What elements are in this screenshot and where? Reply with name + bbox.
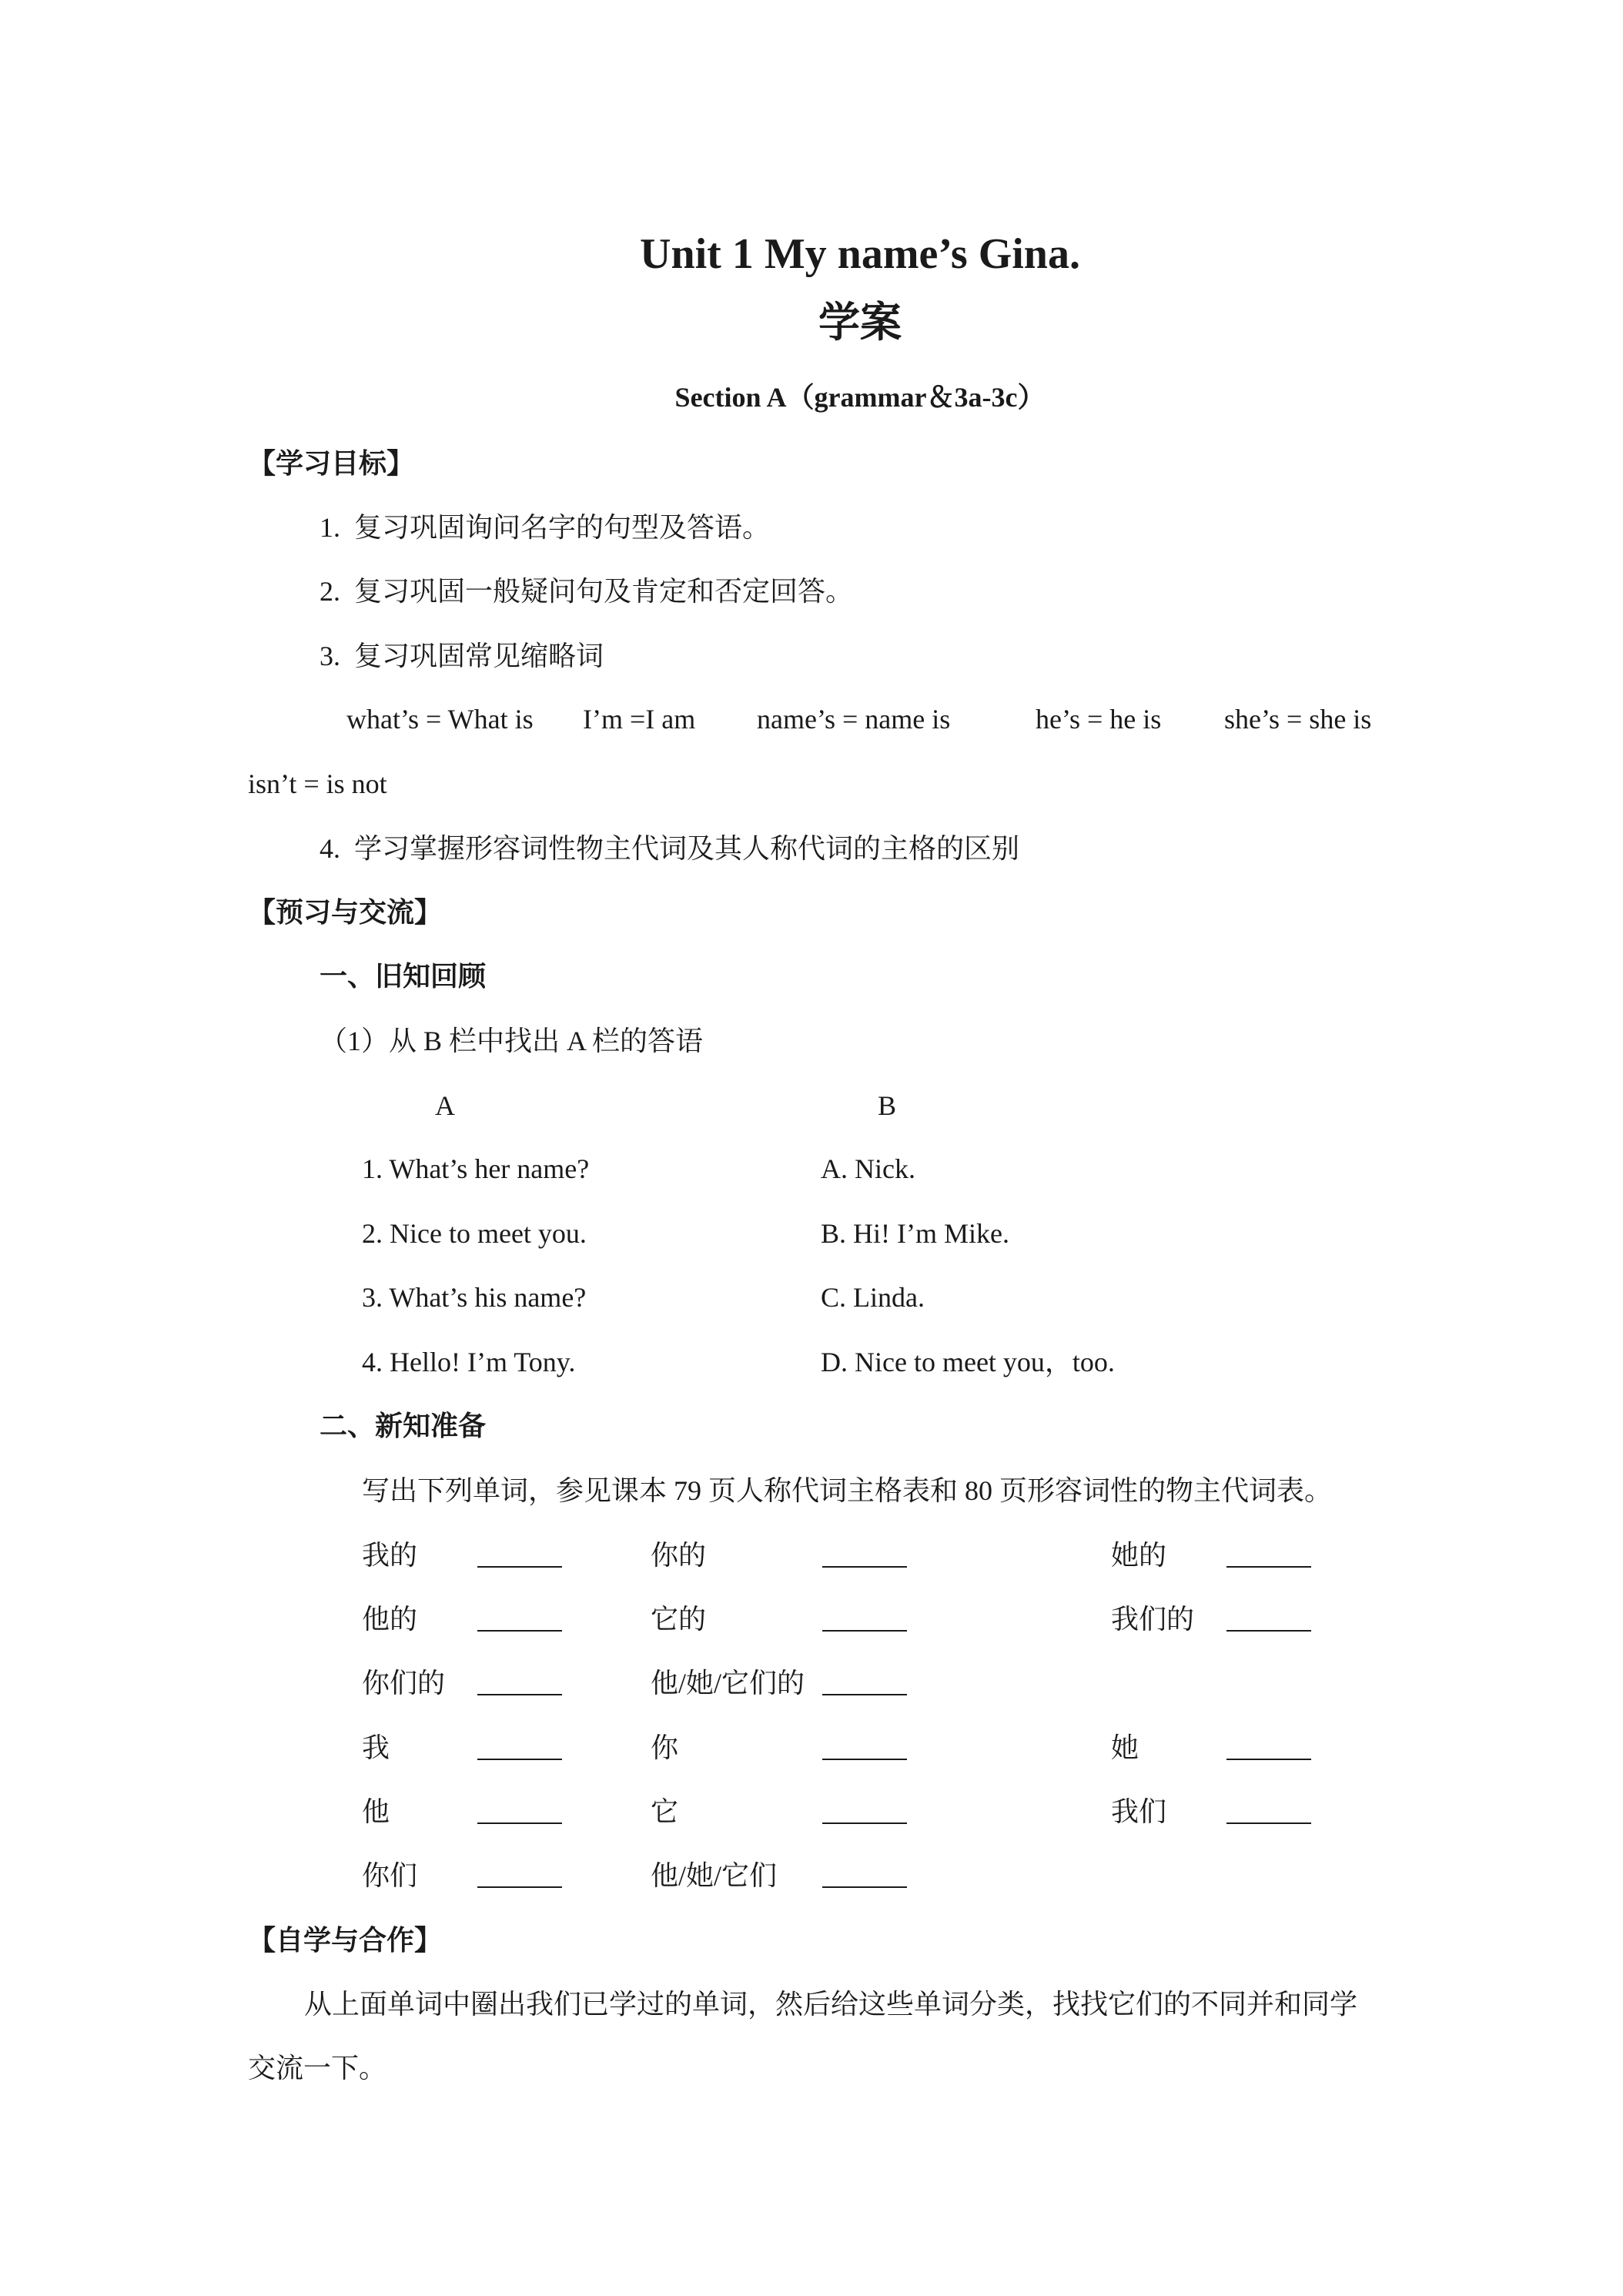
column-a-label: A <box>435 1090 455 1121</box>
column-a-item: 3. What’s his name? <box>362 1282 587 1313</box>
self-study-text-continued: 交流一下。 <box>248 2053 387 2083</box>
page-subtitle: 学案 <box>818 300 902 346</box>
objective-item-1: 1. 复习巩固询问名字的句型及答语。 <box>320 512 771 543</box>
word-label: 你 <box>651 1732 679 1763</box>
word-label: 我们 <box>1111 1796 1167 1827</box>
part1-instruction: （1）从 B 栏中找出 A 栏的答语 <box>320 1026 704 1056</box>
column-a-item: 2. Nice to meet you. <box>362 1218 587 1249</box>
self-study-text: 从上面单词中圈出我们已学过的单词，然后给这些单词分类，找找它们的不同并和同学 <box>304 1989 1358 2020</box>
word-label: 她的 <box>1111 1540 1167 1571</box>
word-label: 你的 <box>651 1540 707 1571</box>
word-label: 他的 <box>362 1604 418 1635</box>
answer-blank[interactable] <box>477 1630 562 1632</box>
answer-blank[interactable] <box>822 1630 907 1632</box>
word-label: 他 <box>362 1796 390 1827</box>
objective-item-3: 3. 复习巩固常见缩略词 <box>320 641 604 671</box>
column-a-item: 4. Hello! I’m Tony. <box>362 1347 576 1377</box>
objective-item-4: 4. 学习掌握形容词性物主代词及其人称代词的主格的区别 <box>320 833 1020 864</box>
part1-heading: 一、旧知回顾 <box>320 961 487 992</box>
answer-blank[interactable] <box>822 1694 907 1695</box>
contraction-whats: what’s = What is <box>346 704 534 735</box>
column-b-item: D. Nice to meet you，too. <box>821 1347 1115 1377</box>
answer-blank[interactable] <box>822 1822 907 1824</box>
objective-item-2: 2. 复习巩固一般疑问句及肯定和否定回答。 <box>320 576 854 607</box>
column-b-label: B <box>878 1090 897 1121</box>
word-label: 我的 <box>362 1540 418 1571</box>
contraction-im: I’m =I am <box>583 704 696 735</box>
section-label: Section A（grammar＆3a-3c） <box>674 382 1046 413</box>
word-label: 你们 <box>362 1860 418 1891</box>
objectives-heading: 【学习目标】 <box>248 448 415 479</box>
answer-blank[interactable] <box>1226 1630 1311 1632</box>
part2-heading: 二、新知准备 <box>320 1411 487 1441</box>
answer-blank[interactable] <box>1226 1759 1311 1760</box>
self-study-heading: 【自学与合作】 <box>248 1925 443 1956</box>
contraction-shes: she’s = she is <box>1224 704 1372 735</box>
contraction-names: name’s = name is <box>757 704 951 735</box>
answer-blank[interactable] <box>477 1694 562 1695</box>
word-label: 她 <box>1111 1732 1139 1763</box>
column-a-item: 1. What’s her name? <box>362 1153 590 1184</box>
word-label: 他/她/它们的 <box>651 1668 805 1699</box>
column-b-item: B. Hi! I’m Mike. <box>821 1218 1009 1249</box>
word-label: 它的 <box>651 1604 707 1635</box>
answer-blank[interactable] <box>1226 1566 1311 1568</box>
column-b-item: A. Nick. <box>821 1153 915 1184</box>
column-b-item: C. Linda. <box>821 1282 925 1313</box>
answer-blank[interactable] <box>477 1566 562 1568</box>
preview-heading: 【预习与交流】 <box>248 897 443 928</box>
answer-blank[interactable] <box>477 1822 562 1824</box>
answer-blank[interactable] <box>477 1886 562 1888</box>
word-label: 它 <box>651 1796 679 1827</box>
answer-blank[interactable] <box>477 1759 562 1760</box>
word-label: 他/她/它们 <box>651 1860 778 1891</box>
answer-blank[interactable] <box>822 1759 907 1760</box>
answer-blank[interactable] <box>1226 1822 1311 1824</box>
word-label: 我 <box>362 1732 390 1763</box>
answer-blank[interactable] <box>822 1566 907 1568</box>
contraction-hes: he’s = he is <box>1036 704 1162 735</box>
part2-instruction: 写出下列单词，参见课本 79 页人称代词主格表和 80 页形容词性的物主代词表。 <box>362 1475 1333 1506</box>
word-label: 你们的 <box>362 1668 446 1699</box>
word-label: 我们的 <box>1111 1604 1195 1635</box>
page-title: Unit 1 My name’s Gina. <box>640 230 1080 278</box>
contraction-isnt: isn’t = is not <box>248 768 387 799</box>
answer-blank[interactable] <box>822 1886 907 1888</box>
